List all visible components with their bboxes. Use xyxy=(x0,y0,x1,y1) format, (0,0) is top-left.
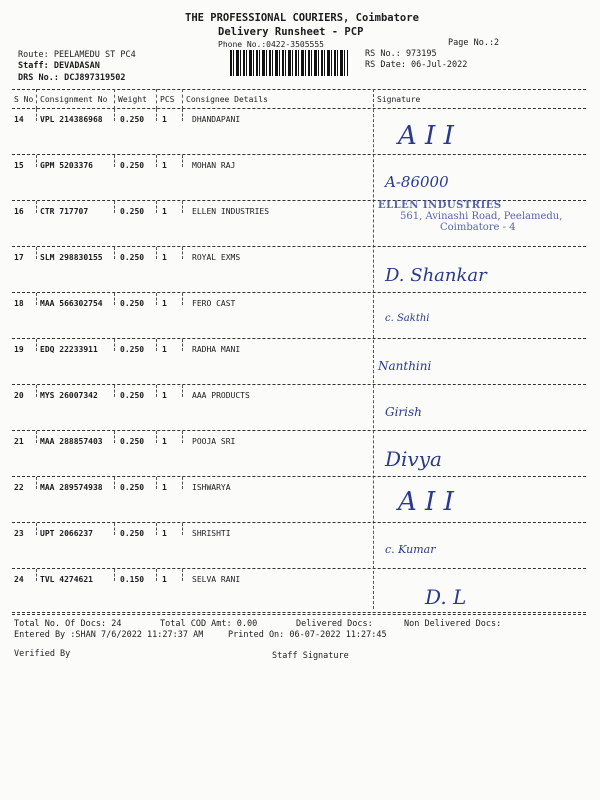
signature-scribble: c. Kumar xyxy=(385,543,436,556)
cell-weight: 0.250 xyxy=(120,207,145,216)
row-col-sep xyxy=(156,155,157,167)
entered-by: Entered By :SHAN 7/6/2022 11:27:37 AM xyxy=(14,630,204,640)
row-col-sep xyxy=(182,385,183,397)
col-weight: Weight xyxy=(118,95,147,104)
cell-consignment: GPM 5203376 xyxy=(40,161,93,170)
company-title: THE PROFESSIONAL COURIERS, Coimbatore xyxy=(185,12,419,24)
cell-consignee: AAA PRODUCTS xyxy=(192,391,250,400)
row-col-sep xyxy=(36,385,37,397)
cell-pcs: 1 xyxy=(162,483,167,492)
row-col-sep xyxy=(156,339,157,351)
cell-consignment: VPL 214386968 xyxy=(40,115,103,124)
row-col-sep xyxy=(36,339,37,351)
row-col-sep xyxy=(36,431,37,443)
cell-weight: 0.250 xyxy=(120,437,145,446)
col-sep xyxy=(156,89,157,109)
signature-scribble: Divya xyxy=(385,447,442,471)
row-col-sep xyxy=(36,477,37,489)
row-divider xyxy=(12,568,586,569)
col-consignee: Consignee Details xyxy=(186,95,268,104)
cell-consignee: SELVA RANI xyxy=(192,575,241,584)
row-col-sep xyxy=(36,293,37,305)
cell-consignee: MOHAN RAJ xyxy=(192,161,236,170)
row-col-sep xyxy=(36,155,37,167)
cell-sno: 24 xyxy=(14,575,24,584)
signature-scribble: A I I xyxy=(398,121,454,151)
cell-pcs: 1 xyxy=(162,207,167,216)
row-col-sep xyxy=(156,569,157,581)
row-col-sep xyxy=(156,109,157,121)
drs-value: DCJ897319502 xyxy=(64,73,126,83)
cell-weight: 0.250 xyxy=(120,483,145,492)
table-header-rule xyxy=(12,108,586,109)
cell-consignment: CTR 717707 xyxy=(40,207,89,216)
cell-sno: 17 xyxy=(14,253,24,262)
row-col-sep xyxy=(36,523,37,535)
row-col-sep xyxy=(182,477,183,489)
col-sep xyxy=(182,89,183,109)
stamp-line2: 561, Avinashi Road, Peelamedu, xyxy=(400,211,563,222)
signature-scribble: A I I xyxy=(398,487,454,517)
cell-sno: 21 xyxy=(14,437,24,446)
signature-scribble: A-86000 xyxy=(385,173,449,191)
cell-pcs: 1 xyxy=(162,391,167,400)
row-divider xyxy=(12,384,586,385)
col-sno: S No xyxy=(14,95,34,104)
row-col-sep xyxy=(36,109,37,121)
total-cod: Total COD Amt: 0.00 xyxy=(160,619,258,629)
row-col-sep xyxy=(182,109,183,121)
staff-label: Staff: xyxy=(18,61,49,71)
row-divider xyxy=(12,292,586,293)
cell-consignment: MAA 566302754 xyxy=(40,299,103,308)
cell-sno: 14 xyxy=(14,115,24,124)
barcode xyxy=(230,50,348,76)
cell-consignment: MAA 289574938 xyxy=(40,483,103,492)
rs-date: RS Date: 06-Jul-2022 xyxy=(365,60,468,70)
col-consignment: Consignment No xyxy=(40,95,108,104)
row-col-sep xyxy=(182,431,183,443)
col-sep xyxy=(36,89,37,109)
cell-consignment: EDQ 22233911 xyxy=(40,345,98,354)
cell-weight: 0.250 xyxy=(120,161,145,170)
cell-consignee: ISHWARYA xyxy=(192,483,231,492)
signature-scribble: D. L xyxy=(425,585,467,609)
company-stamp xyxy=(378,200,588,242)
route: Route: PEELAMEDU ST PC4 xyxy=(18,50,136,60)
row-col-sep xyxy=(114,385,115,397)
cell-sno: 18 xyxy=(14,299,24,308)
cell-pcs: 1 xyxy=(162,529,167,538)
cell-sno: 16 xyxy=(14,207,24,216)
cell-pcs: 1 xyxy=(162,161,167,170)
cell-consignee: POOJA SRI xyxy=(192,437,236,446)
col-pcs: PCS xyxy=(160,95,175,104)
cell-sno: 20 xyxy=(14,391,24,400)
row-col-sep xyxy=(114,431,115,443)
row-col-sep xyxy=(114,339,115,351)
row-col-sep xyxy=(114,247,115,259)
row-col-sep xyxy=(114,155,115,167)
cell-weight: 0.250 xyxy=(120,345,145,354)
row-divider xyxy=(12,614,586,615)
cell-consignee: DHANDAPANI xyxy=(192,115,241,124)
row-col-sep xyxy=(156,523,157,535)
row-col-sep xyxy=(114,523,115,535)
row-col-sep xyxy=(114,569,115,581)
drs-label: DRS No.: xyxy=(18,73,59,83)
row-col-sep xyxy=(114,109,115,121)
cell-weight: 0.250 xyxy=(120,253,145,262)
row-divider xyxy=(12,338,586,339)
staff-signature: Staff Signature xyxy=(272,651,349,661)
row-col-sep xyxy=(114,477,115,489)
signature-scribble: D. Shankar xyxy=(385,265,487,286)
cell-weight: 0.250 xyxy=(120,529,145,538)
cell-consignee: ROYAL EXMS xyxy=(192,253,241,262)
rs-number: RS No.: 973195 xyxy=(365,49,437,59)
page-number: Page No.:2 xyxy=(448,38,500,48)
row-col-sep xyxy=(36,569,37,581)
row-divider xyxy=(12,246,586,247)
delivered-docs: Delivered Docs: xyxy=(296,619,373,629)
cell-pcs: 1 xyxy=(162,345,167,354)
row-col-sep xyxy=(36,247,37,259)
cell-consignee: SHRISHTI xyxy=(192,529,231,538)
cell-consignment: MYS 26007342 xyxy=(40,391,98,400)
non-delivered-docs: Non Delivered Docs: xyxy=(404,619,502,629)
row-col-sep xyxy=(182,569,183,581)
cell-sno: 22 xyxy=(14,483,24,492)
cell-weight: 0.250 xyxy=(120,299,145,308)
col-sep xyxy=(114,89,115,109)
cell-consignee: FERO CAST xyxy=(192,299,236,308)
cell-sno: 15 xyxy=(14,161,24,170)
staff-value: DEVADASAN xyxy=(53,61,100,71)
row-divider xyxy=(12,522,586,523)
runsheet-subtitle: Delivery Runsheet - PCP xyxy=(218,26,364,38)
row-col-sep xyxy=(36,201,37,213)
row-col-sep xyxy=(156,477,157,489)
printed-on: Printed On: 06-07-2022 11:27:45 xyxy=(228,630,387,640)
row-col-sep xyxy=(114,293,115,305)
cell-consignee: ELLEN INDUSTRIES xyxy=(192,207,270,216)
row-col-sep xyxy=(156,293,157,305)
signature-scribble: Girish xyxy=(385,405,422,419)
table-top-rule xyxy=(12,89,586,90)
row-divider xyxy=(12,430,586,431)
cell-pcs: 1 xyxy=(162,575,167,584)
staff xyxy=(18,61,100,71)
row-divider xyxy=(12,154,586,155)
cell-consignee: RADHA MANI xyxy=(192,345,241,354)
verified-by: Verified By xyxy=(14,649,71,659)
cell-consignment: MAA 288857403 xyxy=(40,437,103,446)
col-signature: Signature xyxy=(377,95,421,104)
row-col-sep xyxy=(156,201,157,213)
stamp-line3: Coimbatore - 4 xyxy=(440,222,516,233)
cell-consignment: TVL 4274621 xyxy=(40,575,93,584)
stamp-line1: ELLEN INDUSTRIES xyxy=(378,200,502,211)
signature-scribble: Nanthini xyxy=(378,359,432,373)
row-col-sep xyxy=(182,339,183,351)
row-col-sep xyxy=(156,385,157,397)
row-col-sep xyxy=(182,155,183,167)
drs-number xyxy=(18,73,126,83)
cell-weight: 0.150 xyxy=(120,575,145,584)
cell-pcs: 1 xyxy=(162,299,167,308)
signature-scribble: c. Sakthi xyxy=(385,313,430,324)
cell-pcs: 1 xyxy=(162,115,167,124)
row-col-sep xyxy=(182,293,183,305)
cell-weight: 0.250 xyxy=(120,391,145,400)
row-col-sep xyxy=(182,201,183,213)
row-divider xyxy=(12,476,586,477)
cell-sno: 23 xyxy=(14,529,24,538)
cell-consignment: SLM 298830155 xyxy=(40,253,103,262)
cell-pcs: 1 xyxy=(162,253,167,262)
row-col-sep xyxy=(114,201,115,213)
row-col-sep xyxy=(156,247,157,259)
row-col-sep xyxy=(182,523,183,535)
cell-weight: 0.250 xyxy=(120,115,145,124)
phone-number: Phone No.:0422-3505555 xyxy=(218,40,324,49)
footer-rule xyxy=(12,612,586,613)
cell-pcs: 1 xyxy=(162,437,167,446)
row-col-sep xyxy=(156,431,157,443)
row-col-sep xyxy=(182,247,183,259)
total-docs: Total No. Of Docs: 24 xyxy=(14,619,122,629)
cell-sno: 19 xyxy=(14,345,24,354)
cell-consignment: UPT 2066237 xyxy=(40,529,93,538)
signature-col-sep xyxy=(373,89,374,609)
